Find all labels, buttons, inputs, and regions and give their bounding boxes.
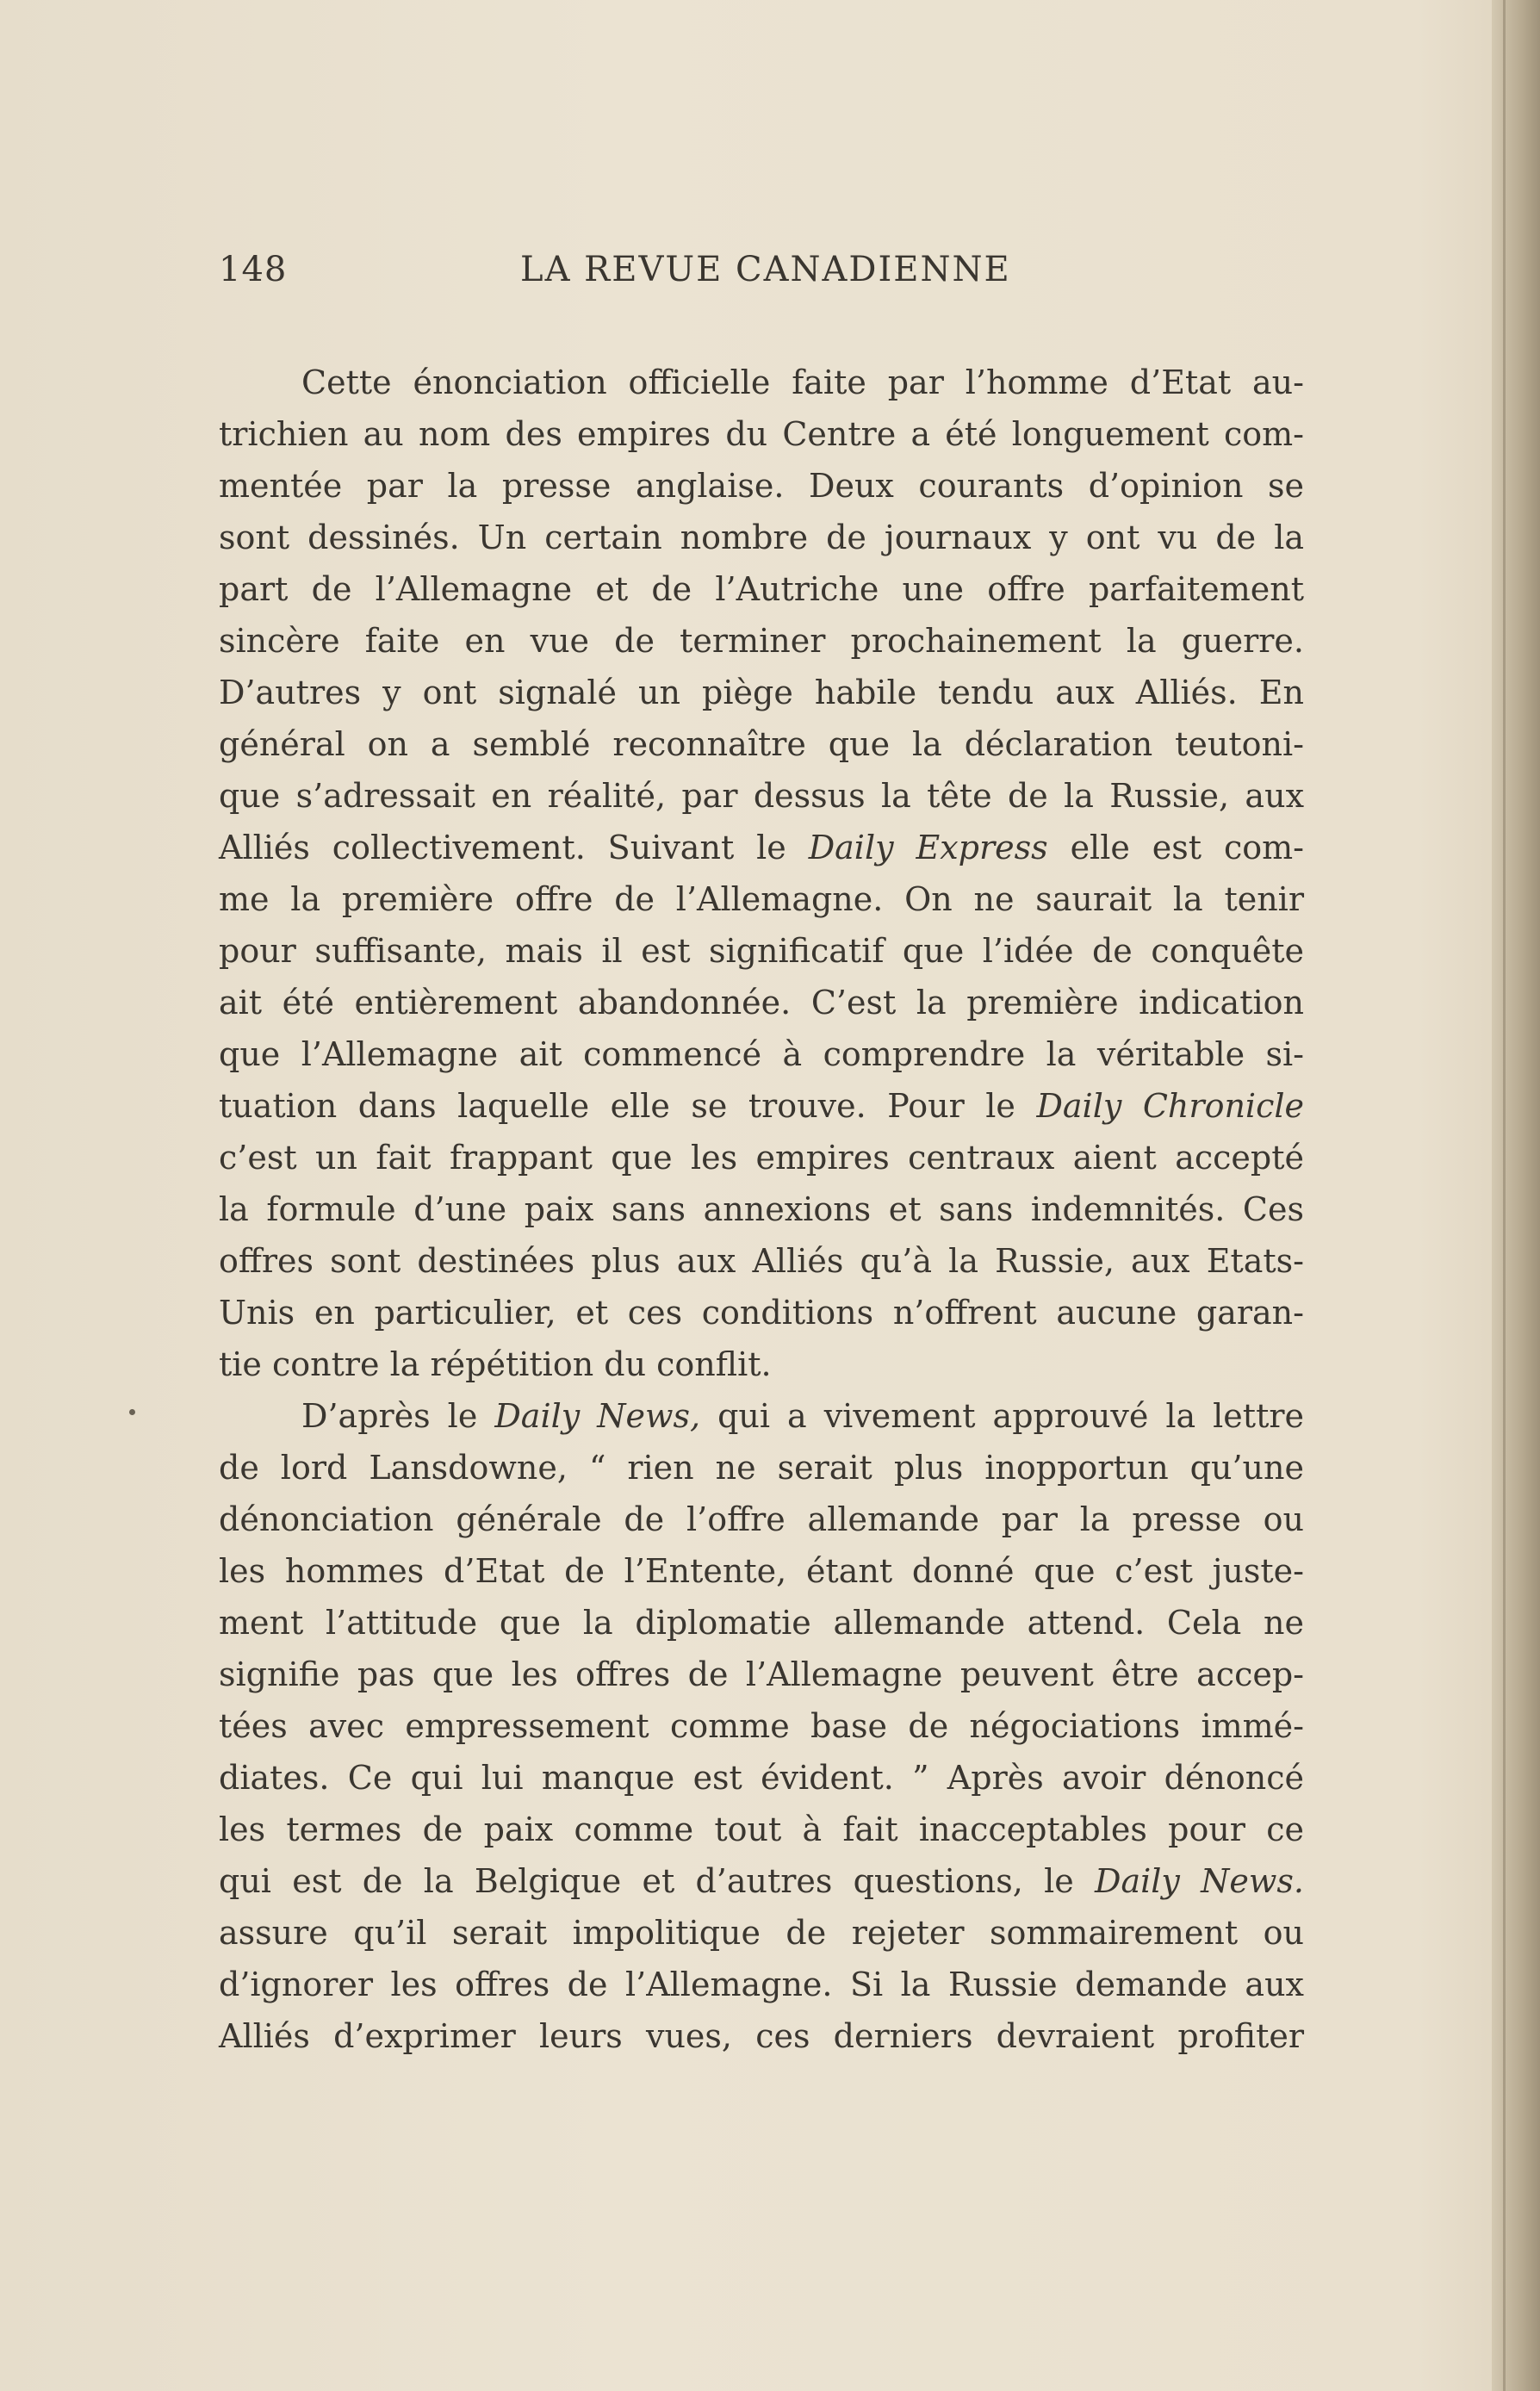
article-body (219, 357, 1304, 2062)
text-line: les hommes d’Etat de l’Entente, étant donné que c’est juste- (219, 1552, 1304, 1590)
text-segment: Alliés collectivement. Suivant le (219, 829, 809, 866)
page-edge-line (1503, 0, 1506, 2391)
text-line: part de l’Allemagne et de l’Autriche une offre parfaitement (219, 570, 1304, 608)
text-line: ait été entièrement abandonnée. C’est la première indication (219, 984, 1304, 1022)
text-segment: tuation dans laquelle elle se trouve. Pour le (219, 1087, 1037, 1125)
text-line: Unis en particulier, et ces conditions n’offrent aucune garan- (219, 1294, 1304, 1332)
running-head (219, 248, 1304, 291)
text-line: trichien au nom des empires du Centre a été longuement com- (219, 415, 1304, 453)
text-line: mentée par la presse anglaise. Deux courants d’opinion se (219, 467, 1304, 505)
text-line (219, 1390, 1304, 1442)
text-line: signifie pas que les offres de l’Allemagne peuvent être accep- (219, 1655, 1304, 1693)
text-line: sont dessinés. Un certain nombre de journaux y ont vu de la (219, 519, 1304, 556)
text-line: pour suffisante, mais il est significatif que l’idée de conquête (219, 932, 1304, 970)
text-line: dénonciation générale de l’offre allemande par la presse ou (219, 1500, 1304, 1538)
text-line (219, 1855, 1304, 1907)
text-line: Alliés d’exprimer leurs vues, ces derniers devraient profiter (219, 2017, 1304, 2055)
text-segment: D’après le (301, 1397, 495, 1435)
text-line: me la première offre de l’Allemagne. On ne saurait la tenir (219, 880, 1304, 918)
text-line: ment l’attitude que la diplomatie allemande attend. Cela ne (219, 1604, 1304, 1642)
newspaper-title: Daily Express (808, 829, 1048, 866)
text-line: assure qu’il serait impolitique de rejeter sommairement ou (219, 1914, 1304, 1952)
text-line: que s’adressait en réalité, par dessus la tête de la Russie, aux (219, 777, 1304, 815)
text-line: les termes de paix comme tout à fait inacceptables pour ce (219, 1810, 1304, 1848)
paragraph-1 (219, 357, 1304, 1390)
newspaper-title: Daily News. (1094, 1862, 1304, 1900)
text-line: offres sont destinées plus aux Alliés qu’à la Russie, aux Etats- (219, 1242, 1304, 1280)
text-line: de lord Lansdowne, “ rien ne serait plus inopportun qu’une (219, 1449, 1304, 1487)
page-number: 148 (219, 250, 288, 289)
newspaper-title: Daily Chronicle (1036, 1087, 1304, 1125)
text-segment: qui est de la Belgique et d’autres questions, le (219, 1862, 1095, 1900)
text-line (219, 1080, 1304, 1132)
text-line (219, 822, 1304, 873)
text-line: c’est un fait frappant que les empires centraux aient accepté (219, 1139, 1304, 1177)
page-edge-shadow (1492, 0, 1540, 2391)
text-line: que l’Allemagne ait commencé à comprendre la véritable si- (219, 1035, 1304, 1073)
text-segment: qui a vivement approuvé la lettre (700, 1397, 1304, 1435)
text-line: tées avec empressement comme base de négociations immé- (219, 1707, 1304, 1745)
text-line: D’autres y ont signalé un piège habile tendu aux Alliés. En (219, 674, 1304, 711)
text-line: d’ignorer les offres de l’Allemagne. Si la Russie demande aux (219, 1966, 1304, 2003)
text-line: la formule d’une paix sans annexions et sans indemnités. Ces (219, 1190, 1304, 1228)
text-line: sincère faite en vue de terminer prochainement la guerre. (219, 622, 1304, 660)
text-line: général on a semblé reconnaître que la déclaration teutoni- (219, 725, 1304, 763)
text-segment: elle est com- (1047, 829, 1304, 866)
journal-title: LA REVUE CANADIENNE (520, 250, 1011, 289)
paragraph-2 (219, 1390, 1304, 2062)
newspaper-title: Daily News, (494, 1397, 701, 1435)
margin-mark (129, 1409, 135, 1415)
text-line: diates. Ce qui lui manque est évident. ” Après avoir dénoncé (219, 1759, 1304, 1797)
text-line: tie contre la répétition du conflit. (219, 1345, 772, 1383)
text-line: Cette énonciation officielle faite par l’homme d’Etat au- (301, 363, 1304, 401)
